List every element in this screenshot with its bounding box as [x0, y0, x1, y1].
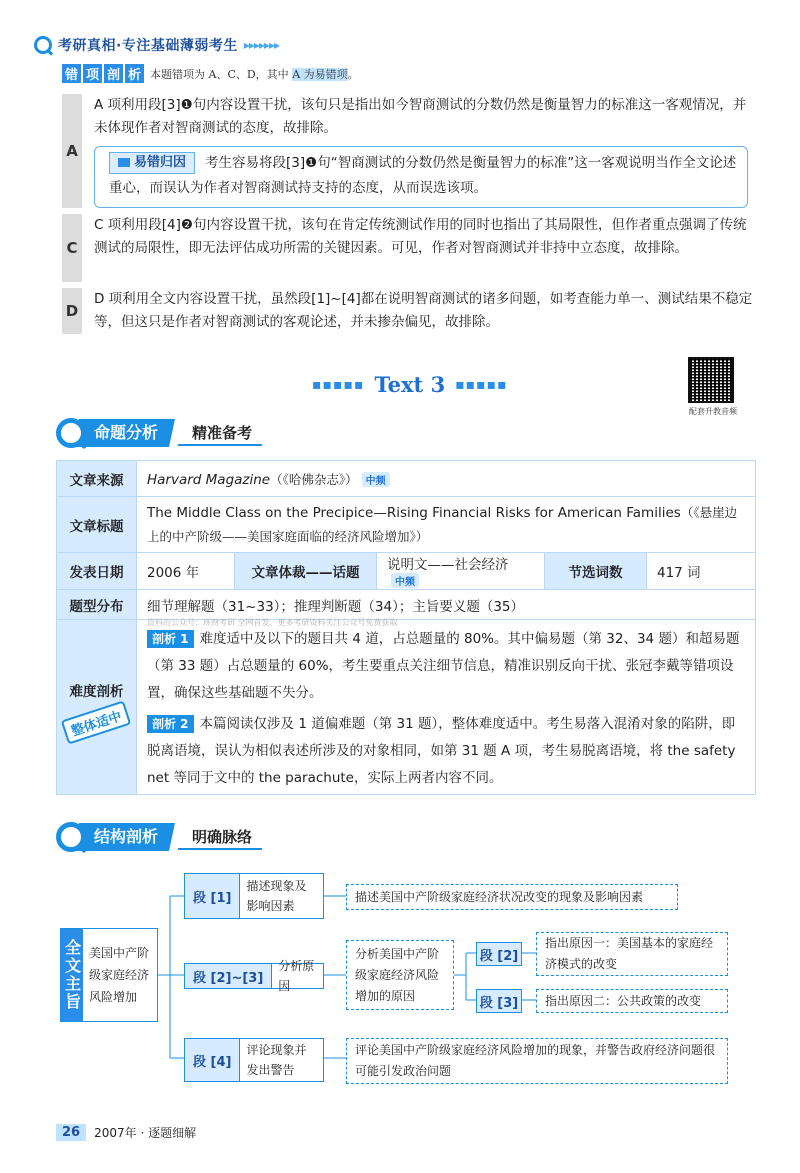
para-2-detail: 指出原因一：美国基本的家庭经济模式的改变: [536, 932, 728, 976]
freq-badge: 中频: [362, 472, 390, 487]
para-2-label: 段 [2]: [476, 942, 522, 966]
magnifier-icon: [56, 418, 86, 448]
para-3-label: 段 [3]: [476, 989, 522, 1013]
section-title: 结构剖析: [94, 827, 159, 846]
para-4-label: 段 [4]: [185, 1039, 240, 1081]
para-23-detail: 分析美国中产阶级家庭经济风险增加的原因: [346, 940, 454, 1010]
option-c-text: C 项利用段[4]❷句内容设置干扰，该句在肯定传统测试作用的同时也指出了其局限性，但作者重点强调了传统测试的局限性，即无法评估成功所需的关键因素。可见，作者对智商测试并非持中立态度，故排除。: [94, 217, 747, 256]
source-value: Harvard Magazine: [147, 471, 271, 488]
para-23-label: 段 [2]~[3]: [185, 964, 272, 988]
para-23-box: [184, 959, 324, 993]
para-23-desc: 分析原因: [278, 959, 315, 993]
option-letter: A: [62, 94, 82, 208]
intro-after: 。: [347, 68, 359, 81]
watermark-text: 资料的公众号：班财考研 全网首发，更多考研资料关注公众号免费获取: [147, 618, 398, 627]
para-1-detail: 描述美国中产阶级家庭经济状况改变的现象及影响因素: [346, 884, 678, 910]
source-label: 文章来源: [57, 461, 137, 497]
para-4-detail: 评论美国中产阶级家庭经济风险增加的现象，并警告政府经济问题很可能引发政治问题: [346, 1038, 728, 1084]
label-char: 剖: [104, 64, 123, 83]
trap-label: 易错归因: [134, 155, 187, 170]
main-tag: 全文主旨: [61, 929, 83, 1021]
types-value: 细节理解题（31~33）；推理判断题（34）；主旨要义题（35）: [137, 590, 756, 620]
difficulty-label: 难度剖析: [69, 683, 124, 700]
title-cn: （《悬崖边上的中产阶级——美国家庭面临的经济风险增加》）: [147, 504, 738, 544]
source-cn: （《哈佛杂志》）: [270, 471, 358, 487]
page-footer: [56, 1124, 196, 1141]
footer-text: 2007年 · 逐题细解: [94, 1126, 197, 1140]
option-letter: C: [62, 214, 82, 282]
difficulty-stamp: 整体适中: [61, 700, 132, 744]
intro-before: 本题错项为 A、C、D，其中: [150, 68, 293, 81]
text3-title: Text 3: [374, 372, 446, 397]
para-4-box: [184, 1038, 324, 1082]
para-1-desc: 描述现象及影响因素: [246, 879, 307, 913]
header-title: 考研真相·专注基础薄弱考生: [58, 38, 238, 54]
magnifier-icon: [56, 822, 86, 852]
title-dashes-right: ▪▪▪▪▪: [455, 376, 508, 393]
section-subtitle: 精准备考: [178, 420, 262, 446]
words-label: 节选词数: [545, 553, 647, 590]
label-char: 项: [83, 64, 102, 83]
option-a-text: A 项利用段[3]❶句内容设置干扰，该句只是指出如今智商测试的分数仍然是衡量智力的标准这一客观情况，并未体现作者对智商测试的态度，故排除。: [94, 97, 747, 136]
title-dashes-left: ▪▪▪▪▪: [312, 376, 365, 393]
genre-value: 说明文——社会经济: [387, 557, 509, 573]
section-subtitle: 明确脉络: [178, 824, 262, 850]
page-number: 26: [56, 1124, 86, 1141]
para-1-label: 段 [1]: [185, 874, 240, 918]
analysis-1-text: 难度适中及以下的题目共 4 道，占总题量的 80%。其中偏易题（第 32、34 题）和超易题（第 33 题）占总题量的 60%，考生要重点关注细节信息，精准识别反向干扰、张冠李戴等错项设置，确保这些基础题不失分。: [147, 631, 740, 701]
freq-badge: 中频: [391, 573, 419, 588]
diagram-main-box: [60, 928, 158, 1022]
option-letter: D: [62, 288, 82, 334]
section-title: 命题分析: [94, 423, 159, 442]
para-4-desc: 评论现象并发出警告: [246, 1043, 307, 1077]
words-value: 417 词: [647, 553, 756, 590]
types-label: 题型分布: [57, 590, 137, 620]
genre-label: 文章体裁——话题: [235, 553, 377, 590]
intro-highlight: A 为易错项: [292, 68, 348, 81]
para-1-box: [184, 873, 324, 919]
trap-text: 考生容易将段[3]❶句“智商测试的分数仍然是衡量智力的标准”这一客观说明当作全文论述重心，而误认为作者对智商测试持支持的态度，从而误选该项。: [109, 155, 737, 196]
main-text: 美国中产阶级家庭经济风险增加: [89, 946, 150, 1004]
analysis-2-text: 本篇阅读仅涉及 1 道偏难题（第 31 题），整体难度适中。考生易落入混淆对象的陷阱，即脱离语境，误认为相似表述所涉及的对象相同，如第 31 题 A 项，考生易脱离语境，将 the safety net 等同于文中的 the parachute，实际上两者内容不同。: [147, 716, 736, 786]
title-label: 文章标题: [57, 497, 137, 553]
date-value: 2006 年: [137, 553, 235, 590]
label-char: 错: [62, 64, 81, 83]
para-3-detail: 指出原因二：公共政策的改变: [536, 989, 728, 1013]
date-label: 发表日期: [57, 553, 137, 590]
analysis-tag: 剖析 2: [147, 715, 194, 733]
analysis-tag: 剖析 1: [147, 630, 194, 648]
header-arrows: ▸▸▸▸▸▸▸: [243, 38, 279, 52]
label-char: 析: [125, 64, 144, 83]
option-d-text: D 项利用全文内容设置干扰，虽然段[1]~[4]都在说明智商测试的诸多问题，如考查能力单一、测试结果不稳定等，但这只是作者对智商测试的客观论述，并未掺杂偏见，故排除。: [94, 291, 753, 330]
title-value: The Middle Class on the Precipice—Rising Financial Risks for American Families: [147, 504, 681, 521]
qr-caption: 配套升教音频: [689, 407, 737, 416]
